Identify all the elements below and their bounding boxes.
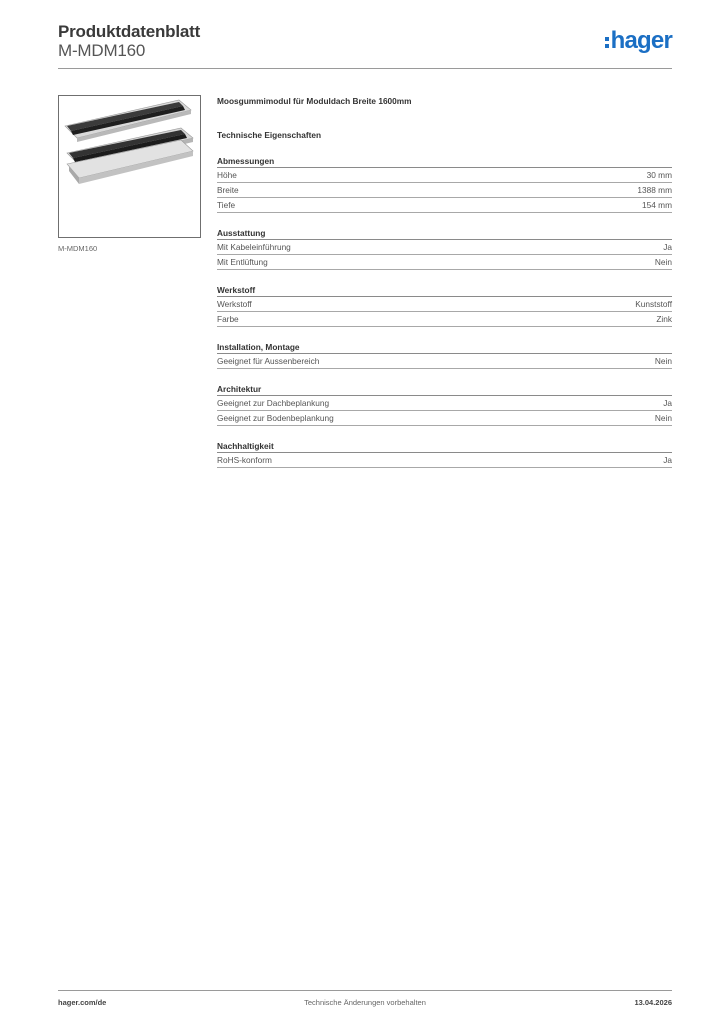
table-row — [217, 411, 672, 426]
footer-divider — [58, 990, 672, 991]
table-row — [217, 255, 672, 270]
row-value: 154 mm — [642, 200, 672, 210]
section-title: Ausstattung — [217, 227, 672, 240]
product-description: Moosgummimodul für Moduldach Breite 1600mm — [217, 96, 412, 106]
product-image — [58, 95, 201, 238]
image-caption: M-MDM160 — [58, 244, 98, 253]
row-label: Werkstoff — [217, 299, 252, 309]
row-label: Höhe — [217, 170, 237, 180]
row-label: Tiefe — [217, 200, 236, 210]
section-title: Nachhaltigkeit — [217, 440, 672, 453]
document-title: Produktdatenblatt — [58, 22, 201, 41]
section-abmessungen — [217, 155, 672, 213]
row-value: Nein — [654, 413, 672, 423]
section-title: Installation, Montage — [217, 341, 672, 354]
spec-content — [217, 95, 672, 468]
section-werkstoff — [217, 284, 672, 327]
section-title: Werkstoff — [217, 284, 672, 297]
row-value: Kunststoff — [635, 299, 672, 309]
row-value: Nein — [654, 356, 672, 366]
row-value: Ja — [663, 242, 672, 252]
section-ausstattung — [217, 227, 672, 270]
table-row — [217, 354, 672, 369]
table-row — [217, 198, 672, 213]
table-row — [217, 312, 672, 327]
row-label: Geeignet zur Bodenbeplankung — [217, 413, 334, 423]
tech-properties-heading: Technische Eigenschaften — [217, 130, 322, 140]
row-value: Ja — [663, 455, 672, 465]
section-title: Architektur — [217, 383, 672, 396]
row-label: Mit Kabeleinführung — [217, 242, 291, 252]
row-label: Geeignet zur Dachbeplankung — [217, 398, 330, 408]
row-label: Geeignet für Aussenbereich — [217, 356, 320, 366]
row-label: Breite — [217, 185, 239, 195]
row-value: 1388 mm — [637, 185, 672, 195]
table-row — [217, 240, 672, 255]
header-divider — [58, 68, 672, 69]
row-value: Zink — [656, 314, 672, 324]
row-value: Nein — [654, 257, 672, 267]
table-row — [217, 297, 672, 312]
row-value: 30 mm — [646, 170, 672, 180]
section-nachhaltigkeit — [217, 440, 672, 468]
section-title: Abmessungen — [217, 155, 672, 168]
product-photo-icon — [59, 96, 200, 237]
table-row — [217, 396, 672, 411]
row-label: RoHS-konform — [217, 455, 272, 465]
hager-logo[interactable] — [605, 28, 672, 54]
footer-notice: Technische Änderungen vorbehalten — [304, 998, 426, 1007]
section-installation — [217, 341, 672, 369]
row-value: Ja — [663, 398, 672, 408]
footer-date: 13.04.2026 — [634, 998, 672, 1007]
table-row — [217, 183, 672, 198]
section-architektur — [217, 383, 672, 426]
table-row — [217, 453, 672, 468]
footer-website-link[interactable]: hager.com/de — [58, 998, 107, 1007]
row-label: Mit Entlüftung — [217, 257, 268, 267]
product-code: M-MDM160 — [58, 41, 146, 60]
logo-text: hager — [610, 27, 672, 54]
page-footer — [58, 998, 672, 1010]
logo-dots-icon — [605, 37, 609, 48]
row-label: Farbe — [217, 314, 239, 324]
page-header — [58, 22, 672, 69]
table-row — [217, 168, 672, 183]
